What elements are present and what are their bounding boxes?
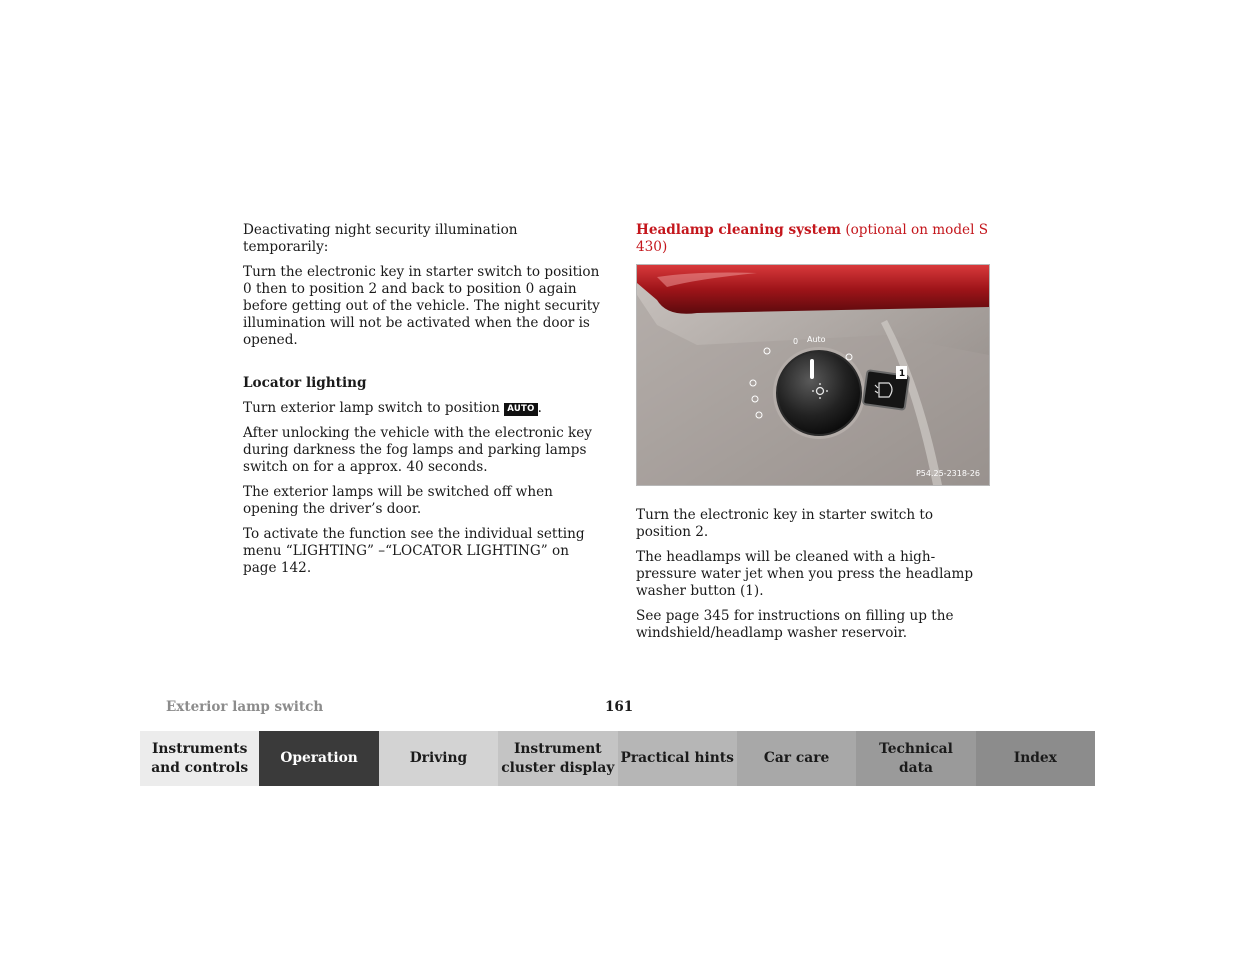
- exterior-lamp-switch-knob[interactable]: [777, 351, 861, 435]
- left-column: [243, 222, 601, 585]
- red-wood-trim: [637, 265, 989, 314]
- nav-tab-operation[interactable]: Operation: [259, 731, 378, 786]
- locator-paragraph-unlock: After unlocking the vehicle with the electronic key during darkness the fog lamps and parking lamps switch on for a approx. 40 seconds.: [243, 425, 592, 475]
- locator-step: [243, 400, 601, 417]
- locator-paragraph-switch-off: The exterior lamps will be switched off when opening the driver’s door.: [243, 484, 553, 517]
- washer-step: Turn the electronic key in starter switch to position 2.: [636, 507, 934, 540]
- headlamp-cleaning-note: (optional on model S 430): [636, 222, 989, 255]
- washer-description: The headlamps will be cleaned with a high-pressure water jet when you press the headlamp washer button (1).: [636, 549, 974, 599]
- auto-position-icon: AUTO: [504, 403, 537, 416]
- nav-tab-index[interactable]: Index: [976, 731, 1095, 786]
- right-column: [636, 222, 990, 650]
- nav-tab-driving[interactable]: Driving: [379, 731, 498, 786]
- nav-tab-practical-hints[interactable]: Practical hints: [618, 731, 737, 786]
- position-zero-label: 0: [793, 337, 799, 346]
- dashboard-illustration: [637, 265, 989, 485]
- nav-tab-instruments-and-controls[interactable]: Instruments and controls: [140, 731, 259, 786]
- headlamp-cleaning-heading: [636, 222, 990, 256]
- callout-number: 1: [898, 369, 906, 379]
- position-auto-label: Auto: [807, 335, 826, 344]
- figure-reference-code: P54.25-2318-26: [915, 469, 980, 478]
- nav-tab-car-care[interactable]: Car care: [737, 731, 856, 786]
- nav-tab-technical-data[interactable]: Technical data: [856, 731, 975, 786]
- reservoir-reference: See page 345 for instructions on filling up the windshield/headlamp washer reservoir.: [636, 608, 954, 641]
- headlamp-cleaning-title: Headlamp cleaning system: [636, 222, 841, 238]
- locator-step-text: Turn exterior lamp switch to position: [243, 400, 500, 416]
- nav-tab-instrument-cluster-display[interactable]: Instrument cluster display: [498, 731, 617, 786]
- footer-section-title: Exterior lamp switch: [166, 699, 324, 715]
- locator-paragraph-activation: To activate the function see the individual setting menu “LIGHTING” –“LOCATOR LIGHTING” on page 142.: [243, 526, 585, 576]
- intro-text: Deactivating night security illumination temporarily:: [243, 222, 518, 255]
- deactivation-instructions: Turn the electronic key in starter switch to position 0 then to position 2 and back to position 0 again before getting out of the vehicle. The night security illumination will not be activated when the door is opened.: [243, 264, 600, 348]
- locator-lighting-heading: Locator lighting: [243, 375, 367, 391]
- page-number: 161: [605, 699, 634, 715]
- locator-step-end: .: [537, 400, 542, 416]
- knob-indicator: [810, 359, 814, 379]
- headlamp-switch-figure: [636, 264, 990, 486]
- chapter-navigation: [140, 731, 1095, 786]
